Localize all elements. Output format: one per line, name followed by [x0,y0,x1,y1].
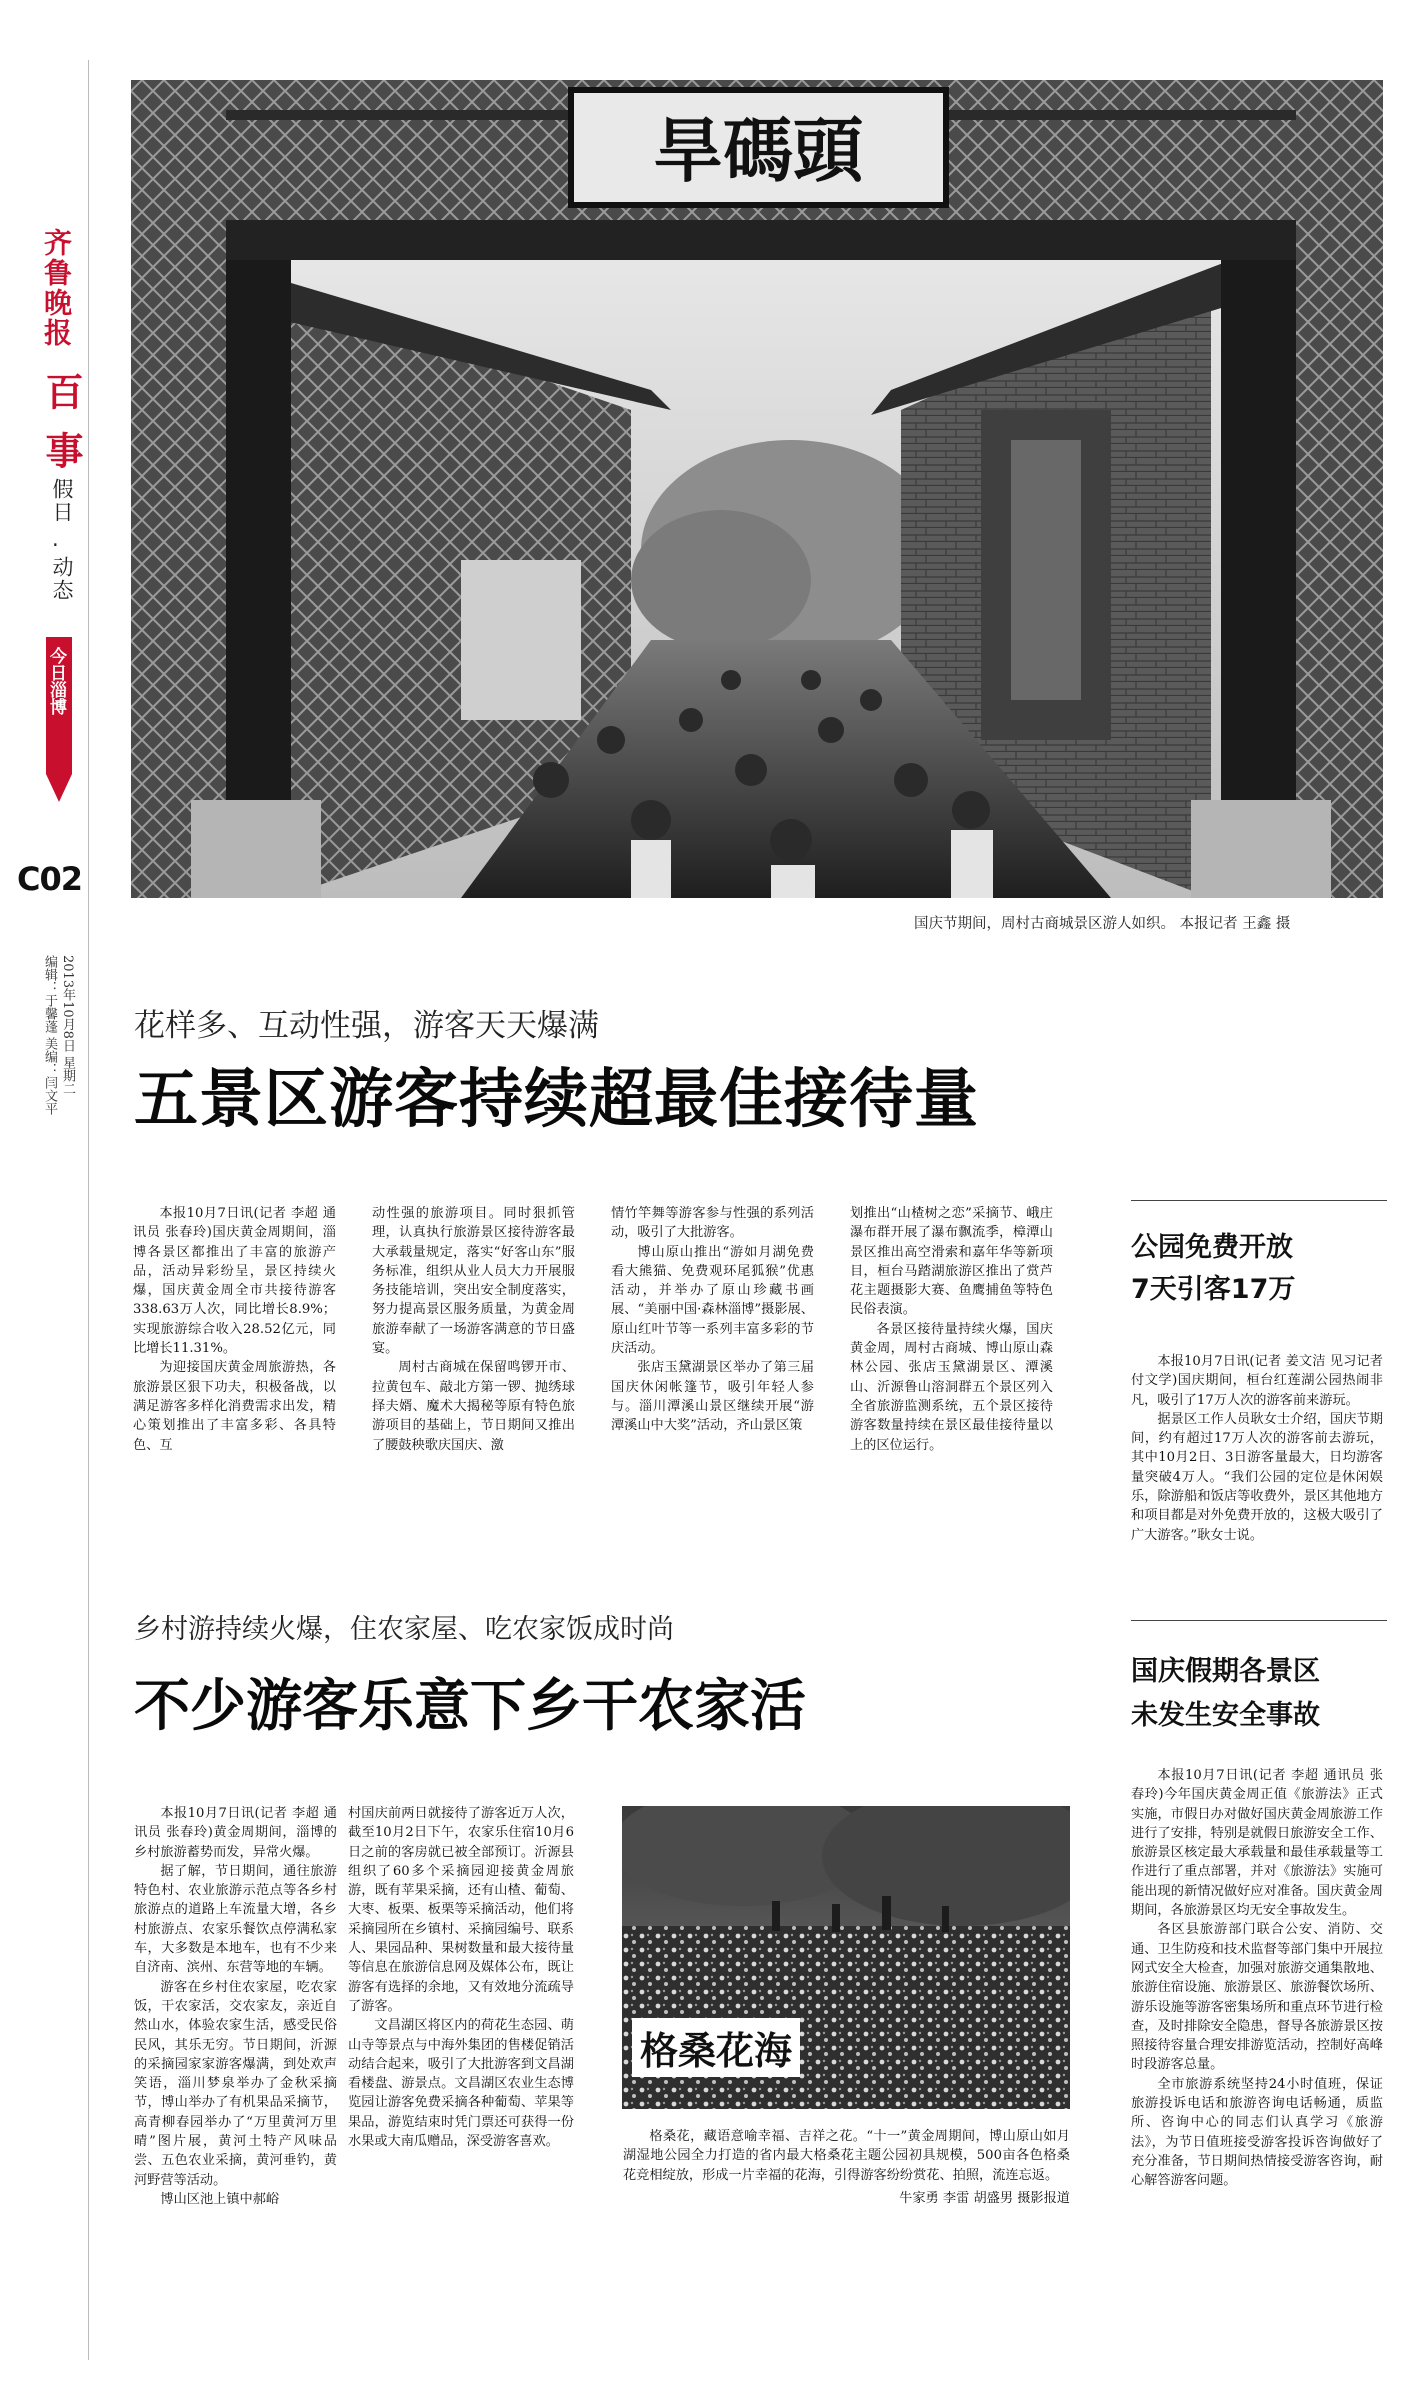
story1-col3-p3: 张店玉黛湖景区举办了第三届国庆休闲帐篷节，吸引年轻人参与。淄川潭溪山景区继续开展“游潭溪山中大奖”活动，齐山景区策 [611,1360,814,1434]
story2-kicker: 乡村游持续火爆，住农家屋、吃农家饭成时尚 [134,1614,674,1645]
photo2-credit: 牛家勇 李雷 胡盛男 摄影报道 [899,2190,1070,2206]
story1-col3-p1: 情竹竿舞等游客参与性强的系列活动，吸引了大批游客。 [611,1206,814,1241]
date-line: 2013年10月8日 星期二 [60,955,75,1096]
story1-col3 [611,1204,814,1436]
side1-bottom-rule [1131,1620,1387,1621]
gate-sign-text: 旱碼頭 [653,109,863,192]
section-sub-2: 动态 [50,556,74,602]
story2-col2-p1: 村国庆前两日就接待了游客近万人次，截至10月2日下午，农家乐住宿10月6日之前的客房就已被全部预订。沂源县组织了60多个采摘园迎接黄金周旅游，既有苹果采摘，还有山楂、葡萄、大枣、板栗、板栗等采摘活动，他们将采摘园所在乡镇村、采摘园编号、联系人、果园品种、果树数量和最大接待量等信息在旅游信息网及媒体公布，既让游客有选择的余地，又有效地分流疏导了游客。 [348,1806,574,2014]
side2-title-line1: 国庆假期各景区 [1131,1656,1320,1687]
story2-col1 [134,1804,337,2209]
story1-col2-p2: 周村古商城在保留鸣锣开市、拉黄包车、敲北方第一锣、抛绣球择夫婿、魔术大揭秘等原有特色旅游项目的基础上，节日期间又推出了腰鼓秧歌庆国庆、激 [372,1360,575,1453]
story1-col4 [850,1204,1053,1455]
side1-body [1131,1352,1383,1545]
story1-col4-p2: 各景区接待量持续火爆，国庆黄金周，周村古商城、博山原山森林公园、张店玉黛湖景区、潭溪山、沂源鲁山溶洞群五个景区列入全省旅游监测系统，五个景区接待游客数量持续在景区最佳接待量以上的区位运行。 [850,1321,1053,1453]
side2-p1: 本报10月7日讯(记者 李超 通讯员 张春玲)今年国庆黄金周正值《旅游法》正式实施，市假日办对做好国庆黄金周旅游工作进行了安排，特别是就假日旅游安全工作、旅游景区核定最大承载量和最佳承载量等工作进行了重点部署，并对《旅游法》实施可能出现的新情况做好应对准备。国庆黄金周期间，各旅游景区均无安全事故发生。 [1131,1768,1383,1919]
paper-name: 齐鲁晚报 [40,228,73,348]
story1-col2 [372,1204,575,1455]
story1-col1-p2: 为迎接国庆黄金周旅游热，各旅游景区狠下功夫，积极备战，以满足游客多样化消费需求出发，精心策划推出了丰富多彩、各具特色、互 [133,1360,336,1453]
page-number: C02 [17,860,83,898]
story2-col1-p3: 游客在乡村住农家屋，吃农家饭，干农家活，交农家友，亲近自然山水，体验农家生活，感受民俗民风，其乐无穷。节日期间，沂源的采摘园家家游客爆满，到处欢声笑语，淄川梦泉举办了金秋采摘节，博山举办了有机果品采摘节，高青柳春园举办了“万里黄河万里晴”图片展，黄河土特产风味品尝、五色农业采摘，黄河垂钓，黄河野营等活动。 [134,1979,337,2188]
story2-col2 [348,1804,574,2151]
story1-col1 [133,1204,336,1455]
side1-title-line2: 7天引客17万 [1131,1274,1296,1305]
side2-p3: 全市旅游系统坚持24小时值班，保证旅游投诉电话和旅游咨询电话畅通，质监所、咨询中心的同志们认真学习《旅游法》，为节日值班接受游客投诉咨询做好了充分准备，节日期间热情接受游客咨询，耐心解答游客问题。 [1131,2076,1383,2189]
story1-headline: 五景区游客持续超最佳接待量 [134,1063,979,1137]
photo2-caption: 格桑花，藏语意喻幸福、吉祥之花。“十一”黄金周期间，博山原山如月湖湿地公园全力打造的省内最大格桑花主题公园初具规模，500亩各色格桑花竞相绽放，形成一片幸福的花海，引得游客纷纷赏花、拍照，流连忘返。 [623,2129,1070,2183]
side1-p2: 据景区工作人员耿女士介绍，国庆节期间，约有超过17万人次的游客前去游玩，其中10月2日、3日游客量最大，日均游客量突破4万人。“我们公园的定位是休闲娱乐，除游船和饭店等收费外，景区其他地方和项目都是对外免费开放的，这极大吸引了广大游客。”耿女士说。 [1131,1411,1383,1543]
story1-col4-p1: 划推出“山楂树之恋”采摘节、峨庄瀑布群开展了瀑布飘流季，樟潭山景区推出高空滑索和嘉年华等新项目，桓台马踏湖旅游区推出了赏芦花主题摄影大赛、鱼鹰捕鱼等特色民俗表演。 [850,1206,1053,1318]
section-sub-dot: · [52,533,59,557]
story2-headline: 不少游客乐意下乡干农家活 [134,1674,806,1739]
top-photo-caption: 国庆节期间，周村古商城景区游人如织。 本报记者 王鑫 摄 [914,916,1291,932]
story1-col1-p1: 本报10月7日讯(记者 李超 通讯员 张春玲)国庆黄金周期间，淄博各景区都推出了丰富的旅游产品，活动异彩纷呈，景区持续火爆，国庆黄金周全市共接待游客338.63万人次，同比增长8.9%；实现旅游综合收入28.52亿元，同比增长11.31%。 [133,1206,336,1357]
side2-title-line2: 未发生安全事故 [1131,1700,1320,1731]
editor-line: 编辑：于馨蓬 美编：闫文平 [42,955,57,1116]
story2-col1-p4: 博山区池上镇中郝峪 [160,2191,280,2207]
section-tag-arrow [46,774,72,802]
story1-col2-p1: 动性强的旅游项目。同时狠抓管理，认真执行旅游景区接待游客最大承载量规定，落实“好客山东”服务标准，组织从业人员大力开展服务技能培训，突出安全制度落实，努力提高景区服务质量，为黄金周旅游奉献了一场游客满意的节日盛宴。 [372,1206,575,1357]
story2-col1-p1: 本报10月7日讯(记者 李超 通讯员 张春玲)黄金周期间，淄博的乡村旅游蓄势而发，异常火爆。 [134,1806,337,1860]
top-photo-ancient-street [131,80,1383,898]
section-tag: 今日淄博 [46,647,66,715]
side1-title-line1: 公园免费开放 [1131,1232,1293,1263]
side1-p1: 本报10月7日讯(记者 姜文洁 见习记者 付文学)国庆期间，桓台红莲湖公园热闹非凡，吸引了17万人次的游客前来游玩。 [1131,1354,1383,1408]
story1-col3-p2: 博山原山推出“游如月湖免费看大熊猫、免费观环尾狐猴”优惠活动，并举办了原山珍藏书画展、“美丽中国·森林淄博”摄影展、原山红叶节等一系列丰富多彩的节庆活动。 [611,1244,814,1357]
section-sub-1: 假日 [50,478,74,524]
section-name: 百 事 [39,372,84,474]
side2-p2: 各区县旅游部门联合公安、消防、交通、卫生防疫和技术监督等部门集中开展拉网式安全大检查，加强对旅游交通集散地、旅游住宿设施、旅游景区、旅游餐饮场所、游乐设施等游客密集场所和重点环节进行检查，及时排除安全隐患，督导各旅游景区按照接待容量合理安排游览活动，控制好高峰时段游客总量。 [1131,1922,1383,2073]
section-tag-badge [46,637,72,774]
side2-body [1131,1766,1383,2191]
photo2-caption-block [623,2127,1070,2208]
story2-col2-p2: 文昌湖区将区内的荷花生态园、萌山寺等景点与中海外集团的售楼促销活动结合起来，吸引了大批游客到文昌湖看楼盘、游景点。文昌湖区农业生态博览园让游客免费采摘各种葡萄、苹果等果品，游览结束时凭门票还可获得一份水果或大南瓜赠品，深受游客喜欢。 [348,2018,574,2150]
story1-kicker: 花样多、互动性强，游客天天爆满 [134,1008,599,1044]
side1-top-rule [1131,1200,1387,1201]
story2-col1-p2: 据了解，节日期间，通往旅游特色村、农业旅游示范点等各乡村旅游点的道路上车流量大增，各乡村旅游点、农家乐餐饮点停满私家车，大多数是本地车，也有不少来自济南、滨州、东营等地的车辆。 [134,1863,337,1976]
photo2-title: 格桑花海 [632,2018,800,2077]
gesang-flower-photo [622,1806,1070,2109]
